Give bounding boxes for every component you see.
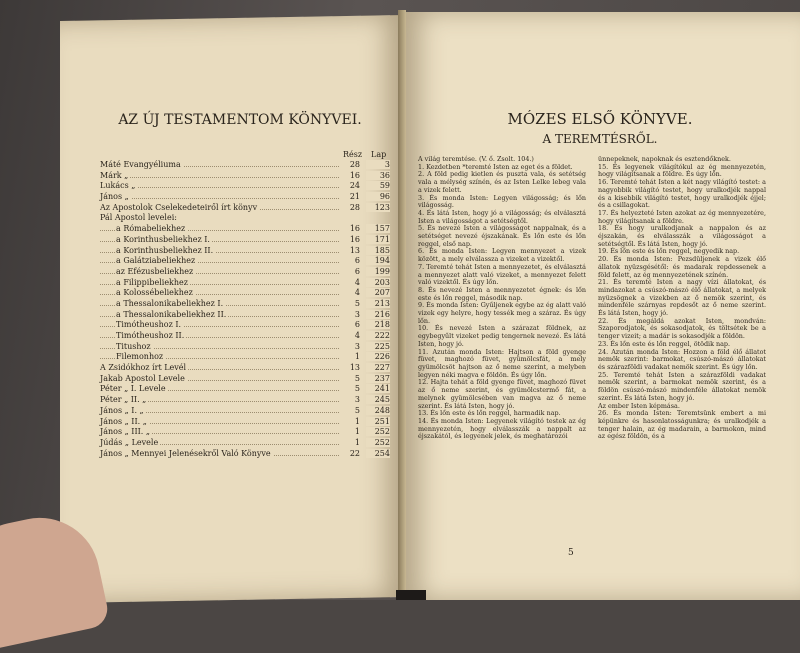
verse: 18. És hogy uralkodjanak a nappalon és az éjszakán, és elválasszák a világosságot a setétségtől. És látá Isten, hogy jó.: [598, 224, 766, 248]
book-name: Júdás „ Levele: [100, 437, 159, 447]
verse: 6. És monda Isten: Legyen mennyezet a vizek között, a mely elválassza a vizeket a vizektől.: [418, 247, 586, 264]
verse: 23. És lőn este és lőn reggel, ötödik nap.: [598, 339, 731, 348]
page-ref: 225: [366, 342, 390, 351]
page-ref: 254: [366, 449, 390, 458]
book-name: a Thessalonikabeliekhez II.: [116, 309, 227, 319]
toc-row: [100, 246, 390, 257]
chapter-count: 24: [340, 181, 360, 190]
chapter-count: 4: [340, 331, 360, 340]
verse: 24. Azután monda Isten: Hozzon a föld élő állatot nemök szerint: barmokat, csúszó-mászó állatokat és szárazföldi vadakat nemök szerint. És úgy lőn.: [598, 347, 766, 371]
book-name: a Filippibeliekhez: [116, 277, 188, 287]
book-name: Péter „ I. Levele: [100, 384, 166, 394]
chapter-count: 16: [340, 235, 360, 244]
page-ref: 222: [366, 331, 390, 340]
chapter-count: 6: [340, 320, 360, 329]
toc-row: [100, 310, 390, 321]
book-name: a Thessalonikabeliekhez I.: [116, 298, 224, 308]
book-name: Titushoz: [116, 341, 151, 351]
page-ref: 185: [366, 246, 390, 255]
book-name: János „: [100, 192, 129, 202]
page-ref: 213: [366, 299, 390, 308]
page-ref: 199: [366, 267, 390, 276]
toc-row: [100, 171, 390, 182]
page-ref: 203: [366, 278, 390, 287]
verse: 20. És monda Isten: Pezsdüljenek a vizek élő állatok nyüzsgésétől: és madarak repdessenek a föld felett, az ég mennyezetének színén.: [598, 255, 766, 279]
toc-row: [100, 384, 390, 395]
text-column-2: [598, 156, 766, 441]
chapter-count: 22: [340, 449, 360, 458]
book-name: Pál Apostol levelei:: [100, 213, 177, 223]
header-page: Lap: [371, 150, 387, 159]
right-page-subtitle: A TEREMTÉSRŐL.: [542, 132, 658, 146]
page-ref: 241: [366, 384, 390, 393]
page-ref: 227: [366, 363, 390, 372]
toc-row: [100, 331, 390, 342]
chapter-count: 5: [340, 299, 360, 308]
verse: 9. És monda Isten: Gyűljenek egybe az ég alatt való vizek egy helyre, hogy tessék meg a száraz. És úgy lőn.: [418, 301, 586, 325]
leader-dots: [100, 177, 355, 178]
book-name: János „ Mennyei Jelenésekről Való Könyve: [100, 448, 271, 458]
verse: 21. És teremté Isten a nagy vízi állatokat, és mindazokat a csúszó-mászó élő állatokat, a melyek nyüzsögnek a vizekben az ő nemök szerint, és mindenféle szárnyas repdesőt az ő neme szerint. És látá Isten, hogy jó.: [598, 278, 766, 318]
chapter-count: 5: [340, 384, 360, 393]
chapter-count: 16: [340, 224, 360, 233]
leader-dots: [100, 198, 355, 199]
verse: 1. Kezdetben *teremté Isten az eget és a földet.: [418, 162, 573, 171]
chapter-count: 16: [340, 171, 360, 180]
page-ref: 194: [366, 256, 390, 265]
verse: ünnepeknek, napoknak és esztendőknek.: [598, 155, 731, 163]
verse: 4. És látá Isten, hogy jó a világosság; és elválasztá Isten a világosságot a setétségtől.: [418, 208, 586, 225]
verse: 17. És helyezteté Isten azokat az ég mennyezetére, hogy világítsanak a földre.: [598, 208, 766, 225]
table-of-contents: [100, 160, 390, 459]
toc-row: [100, 224, 390, 235]
verse: 12. Hajta tehát a föld gyenge füvet, maghozó füvet az ő neme szerint, és gyümölcstermő fát, a melynek gyümölcsében van magva az ő neme szerint. És látá Isten, hogy jó.: [418, 378, 586, 410]
toc-row: [100, 235, 390, 246]
toc-row: [100, 352, 390, 363]
chapter-count: 1: [340, 352, 360, 361]
toc-row: [100, 406, 390, 417]
book-name: Lukács „: [100, 181, 136, 191]
book-spine: [398, 10, 406, 600]
verse: 3. És monda Isten: Legyen világosság; és lőn világosság.: [418, 193, 586, 210]
verse: 2. A föld pedig kietlen és puszta vala, és setétség vala a mélység színén, és az Isten Lelke lebeg vala a vizek felett.: [418, 170, 586, 194]
verse: 11. Azután monda Isten: Hajtson a föld gyenge füvet, maghozó füvet, gyümölcsfát, a mely gyümölcsöt hajtson az ő neme szerint, a melyben legyen néki magva e földön. És úgy lőn.: [418, 347, 586, 379]
book-name: Péter „ II. „: [100, 395, 147, 405]
page-ref: 3: [366, 160, 390, 169]
chapter-count: 1: [340, 438, 360, 447]
book-cover-edge: [396, 590, 426, 600]
book-name: János „ II. „: [100, 416, 147, 426]
page-ref: 171: [366, 235, 390, 244]
chapter-count: 4: [340, 288, 360, 297]
toc-row: [100, 299, 390, 310]
verse: Az ember Isten képmása.: [598, 401, 680, 410]
verse: A világ teremtése. (V. ő. Zsolt. 104.): [418, 155, 534, 163]
book-name: János „ I. „: [100, 405, 144, 415]
toc-row: [100, 160, 390, 171]
page-ref: 226: [366, 352, 390, 361]
chapter-count: 3: [340, 342, 360, 351]
chapter-count: 5: [340, 374, 360, 383]
chapter-count: 6: [340, 256, 360, 265]
page-number: 5: [568, 548, 574, 558]
book-name: Márk „: [100, 170, 129, 180]
verse: 14. És monda Isten: Legyenek világító testek az ég mennyezetén, hogy elválasszák a nappalt az éjszakától, és legyenek jelek, és meghatározói: [418, 416, 586, 441]
verse: 22. És megáldá azokat Isten, mondván: Szaporodjatok, és sokasodjatok, és töltsétek be a tenger vizeit; a madár is sokasodjék a földön.: [598, 316, 766, 341]
chapter-count: 6: [340, 267, 360, 276]
verse: 8. És nevezé Isten a mennyezetet égnek: és lőn este és lőn reggel, második nap.: [418, 285, 586, 302]
chapter-count: 1: [340, 427, 360, 436]
page-ref: 251: [366, 417, 390, 426]
book-name: Filemonhoz: [116, 352, 164, 362]
chapter-count: 3: [340, 310, 360, 319]
toc-row: [100, 449, 390, 460]
book-name: A Zsidókhoz írt Levél: [100, 363, 187, 373]
page-ref: 207: [366, 288, 390, 297]
book-name: Jakab Apostol Levele: [100, 373, 185, 383]
chapter-count: 28: [340, 203, 360, 212]
book-name: a Korinthusbeliekhez II.: [116, 245, 214, 255]
verse: 25. Teremté tehát Isten a szárazföldi vadakat nemök szerint, a barmokat nemök szerint, és a földön csúszó-mászó mindenféle állatokat nemök szerint. És látá Isten, hogy jó.: [598, 370, 766, 402]
text-column-1: [418, 156, 586, 441]
leader-dots: [100, 187, 355, 188]
page-ref: 245: [366, 395, 390, 404]
page-ref: 252: [366, 438, 390, 447]
page-ref: 248: [366, 406, 390, 415]
page-ref: 252: [366, 427, 390, 436]
page-ref: 96: [366, 192, 390, 201]
book-name: Timótheushoz II.: [116, 331, 185, 340]
page-ref: 59: [366, 181, 390, 190]
toc-row: [100, 256, 390, 267]
chapter-count: 13: [340, 363, 360, 372]
toc-row: [100, 438, 390, 449]
toc-row: [100, 267, 390, 278]
toc-row: [100, 427, 390, 438]
page-ref: 36: [366, 171, 390, 180]
toc-row: [100, 278, 390, 289]
toc-row: [100, 342, 390, 353]
book-name: a Galátziabeliekhez: [116, 256, 196, 266]
verse: 13. És lőn este és lőn reggel, harmadik nap.: [418, 409, 561, 418]
page-ref: 216: [366, 310, 390, 319]
book-name: Az Apostolok Cselekedeteiről írt könyv: [100, 202, 258, 212]
left-page-title: AZ ÚJ TESTAMENTOM KÖNYVEI.: [118, 112, 362, 128]
verse: 19. És lőn este és lőn reggel, negyedik nap.: [598, 247, 740, 256]
chapter-count: 3: [340, 395, 360, 404]
toc-row: [100, 203, 390, 214]
toc-row: [100, 395, 390, 406]
book-name: a Rómabeliekhez: [116, 224, 186, 234]
book-name: a Kolossébeliekhez: [116, 288, 193, 298]
book-name: Máté Evangyéliuma: [100, 160, 181, 169]
chapter-count: 4: [340, 278, 360, 287]
toc-row: [100, 320, 390, 331]
verse: 10. És nevezé Isten a szárazat földnek, az egybegyűlt vizeket pedig tengernek nevezé. És látá Isten, hogy jó.: [418, 324, 586, 348]
chapter-count: 5: [340, 406, 360, 415]
verse: 15. És legyenek világítókul az ég mennyezetén, hogy világítsanak a földre. És úgy lőn.: [598, 162, 766, 179]
toc-row: [100, 181, 390, 192]
verse: 5. És nevezé Isten a világosságot nappalnak, és a setétséget nevezé éjszakának. És lőn este és lőn reggel, első nap.: [418, 224, 586, 248]
toc-row: [100, 363, 390, 374]
book-name: a Korinthusbeliekhez I.: [116, 234, 210, 244]
verse: 16. Teremté tehát Isten a két nagy világító testet: a nagyobbik világító testet, hogy uralkodjék nappal és a kisebbik világító testet, hogy uralkodjék éjjel; és a csillagokat.: [598, 178, 766, 210]
header-chapters: Rész: [343, 150, 363, 159]
verse: 7. Teremté tehát Isten a mennyezetet, és elválasztá a mennyezet alatt való vizeket, a mennyezet felett való vizektől. És úgy lőn.: [418, 262, 586, 287]
chapter-count: 13: [340, 246, 360, 255]
chapter-count: 28: [340, 160, 360, 169]
toc-row: [100, 417, 390, 428]
page-ref: 157: [366, 224, 390, 233]
toc-row: [100, 374, 390, 385]
toc-row: [100, 192, 390, 203]
verse: 26. És monda Isten: Teremtsünk embert a mi képünkre és hasonlatosságunkra; és uralkodjék a tenger halain, az ég madarain, a barmokon, mind az egész földön, és a: [598, 409, 766, 441]
chapter-count: 21: [340, 192, 360, 201]
page-ref: 123: [366, 203, 390, 212]
toc-row: [100, 288, 390, 299]
page-ref: 218: [366, 320, 390, 329]
book-name: az Efézusbeliekhez: [116, 266, 194, 276]
page-ref: 237: [366, 374, 390, 383]
right-page-title: MÓZES ELSŐ KÖNYVE.: [507, 110, 693, 128]
book-name: Timótheushoz I.: [116, 320, 182, 330]
toc-row: [100, 213, 390, 224]
chapter-count: 1: [340, 417, 360, 426]
book-name: János „ III. „: [100, 427, 150, 437]
